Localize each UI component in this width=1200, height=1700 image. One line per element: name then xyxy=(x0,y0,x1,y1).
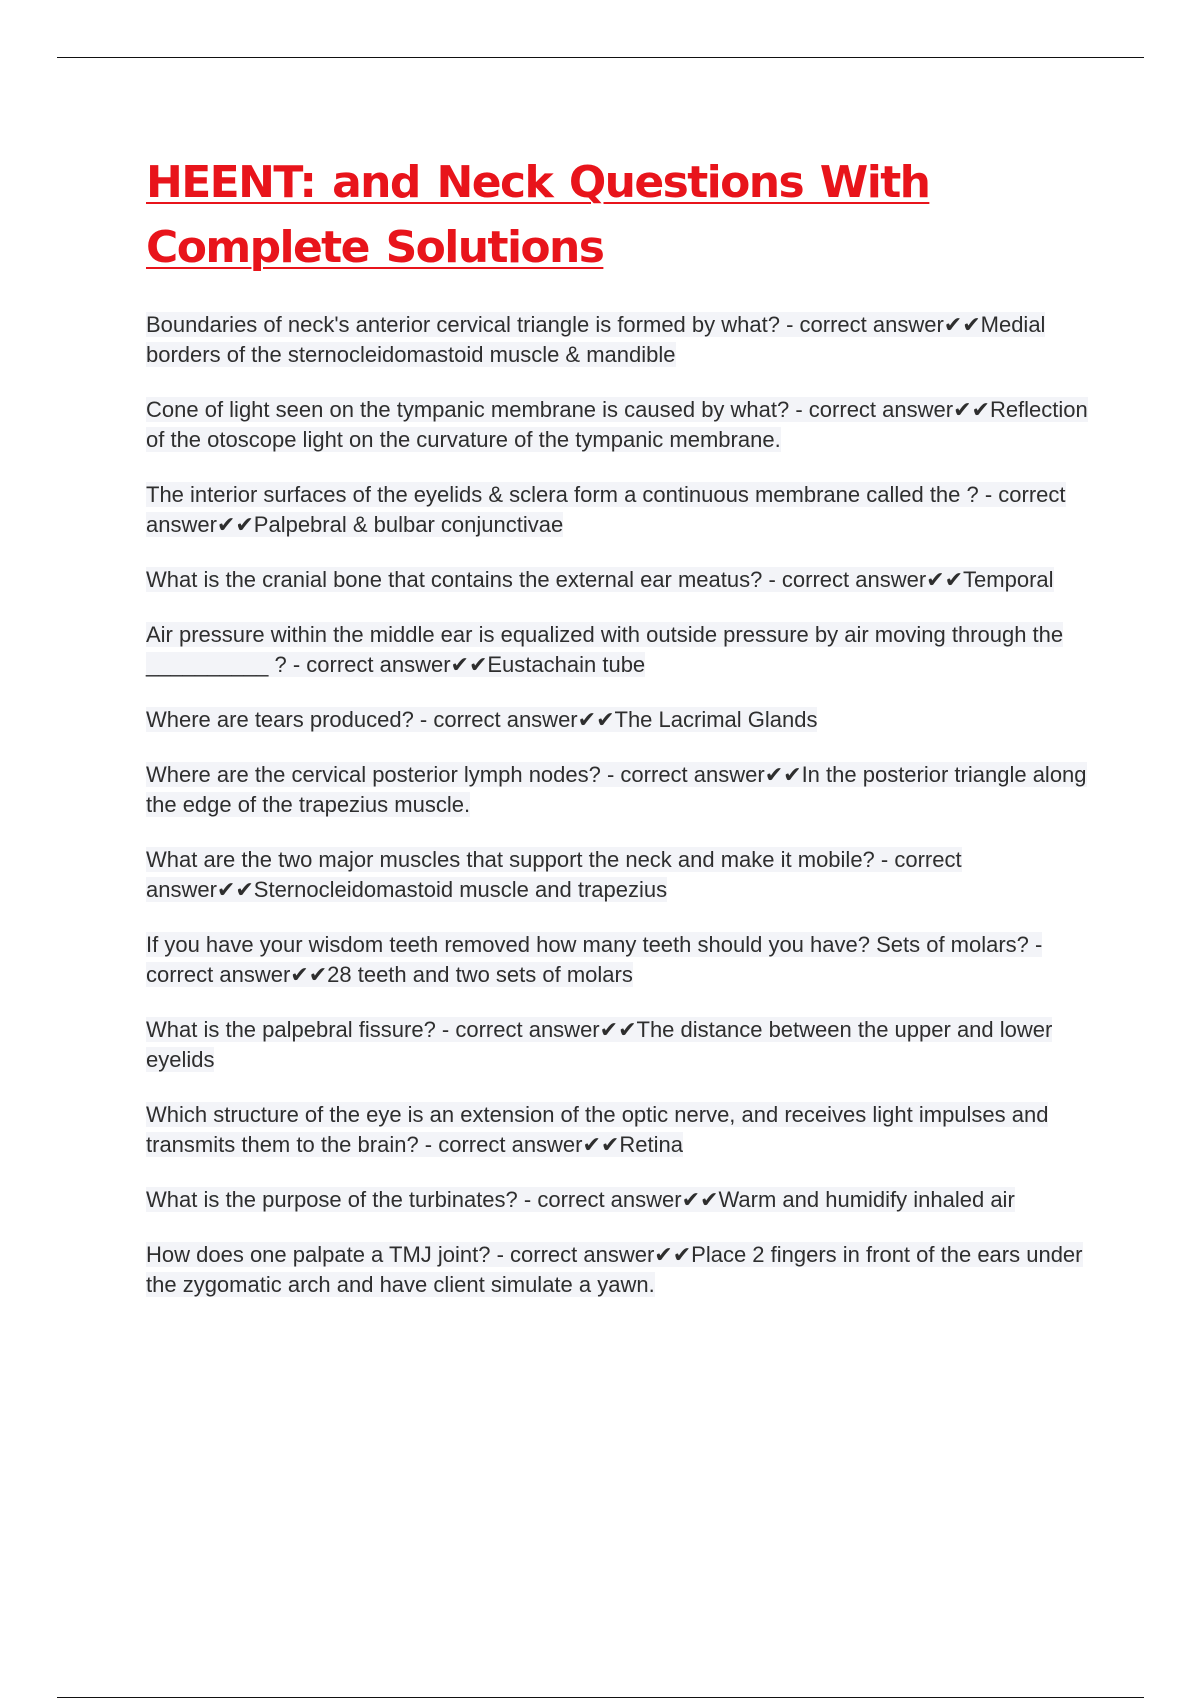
qa-item xyxy=(146,480,1091,540)
qa-item xyxy=(146,930,1091,990)
qa-text: Where are the cervical posterior lymph nodes? - correct answer✔✔In the posterior triangle along the edge of the trapezius muscle. xyxy=(146,762,1087,817)
bottom-rule xyxy=(57,1697,1144,1698)
qa-text: What are the two major muscles that support the neck and make it mobile? - correct answer✔✔Sternocleidomastoid muscle and trapezius xyxy=(146,847,962,902)
qa-text: Air pressure within the middle ear is equalized with outside pressure by air moving through the __________ ? - correct answer✔✔Eustachain tube xyxy=(146,622,1064,677)
qa-text: What is the purpose of the turbinates? - correct answer✔✔Warm and humidify inhaled air xyxy=(146,1187,1015,1212)
qa-text: What is the palpebral fissure? - correct answer✔✔The distance between the upper and lower eyelids xyxy=(146,1017,1053,1072)
qa-text: What is the cranial bone that contains the external ear meatus? - correct answer✔✔Temporal xyxy=(146,567,1054,592)
qa-item xyxy=(146,760,1091,820)
document-body xyxy=(146,150,1091,1325)
qa-text: Boundaries of neck's anterior cervical triangle is formed by what? - correct answer✔✔Medial borders of the sternocleidomastoid muscle & mandible xyxy=(146,312,1046,367)
qa-list xyxy=(146,310,1091,1300)
qa-item xyxy=(146,845,1091,905)
top-rule xyxy=(57,57,1144,58)
qa-item xyxy=(146,395,1091,455)
qa-item xyxy=(146,705,1091,735)
qa-text: How does one palpate a TMJ joint? - correct answer✔✔Place 2 fingers in front of the ears under the zygomatic arch and have client simulate a yawn. xyxy=(146,1242,1083,1297)
qa-item xyxy=(146,1185,1091,1215)
qa-text: Where are tears produced? - correct answer✔✔The Lacrimal Glands xyxy=(146,707,818,732)
qa-item xyxy=(146,1100,1091,1160)
qa-item xyxy=(146,310,1091,370)
qa-item xyxy=(146,1015,1091,1075)
qa-item xyxy=(146,620,1091,680)
qa-text: The interior surfaces of the eyelids & sclera form a continuous membrane called the ? - correct answer✔✔Palpebral & bulbar conjunctivae xyxy=(146,482,1066,537)
qa-text: If you have your wisdom teeth removed how many teeth should you have? Sets of molars? - correct answer✔✔28 teeth and two sets of molars xyxy=(146,932,1043,987)
qa-item xyxy=(146,1240,1091,1300)
qa-text: Which structure of the eye is an extension of the optic nerve, and receives light impulses and transmits them to the brain? - correct answer✔✔Retina xyxy=(146,1102,1049,1157)
qa-item xyxy=(146,565,1091,595)
qa-text: Cone of light seen on the tympanic membrane is caused by what? - correct answer✔✔Reflection of the otoscope light on the curvature of the tympanic membrane. xyxy=(146,397,1088,452)
document-title: HEENT: and Neck Questions With Complete Solutions xyxy=(146,157,930,273)
